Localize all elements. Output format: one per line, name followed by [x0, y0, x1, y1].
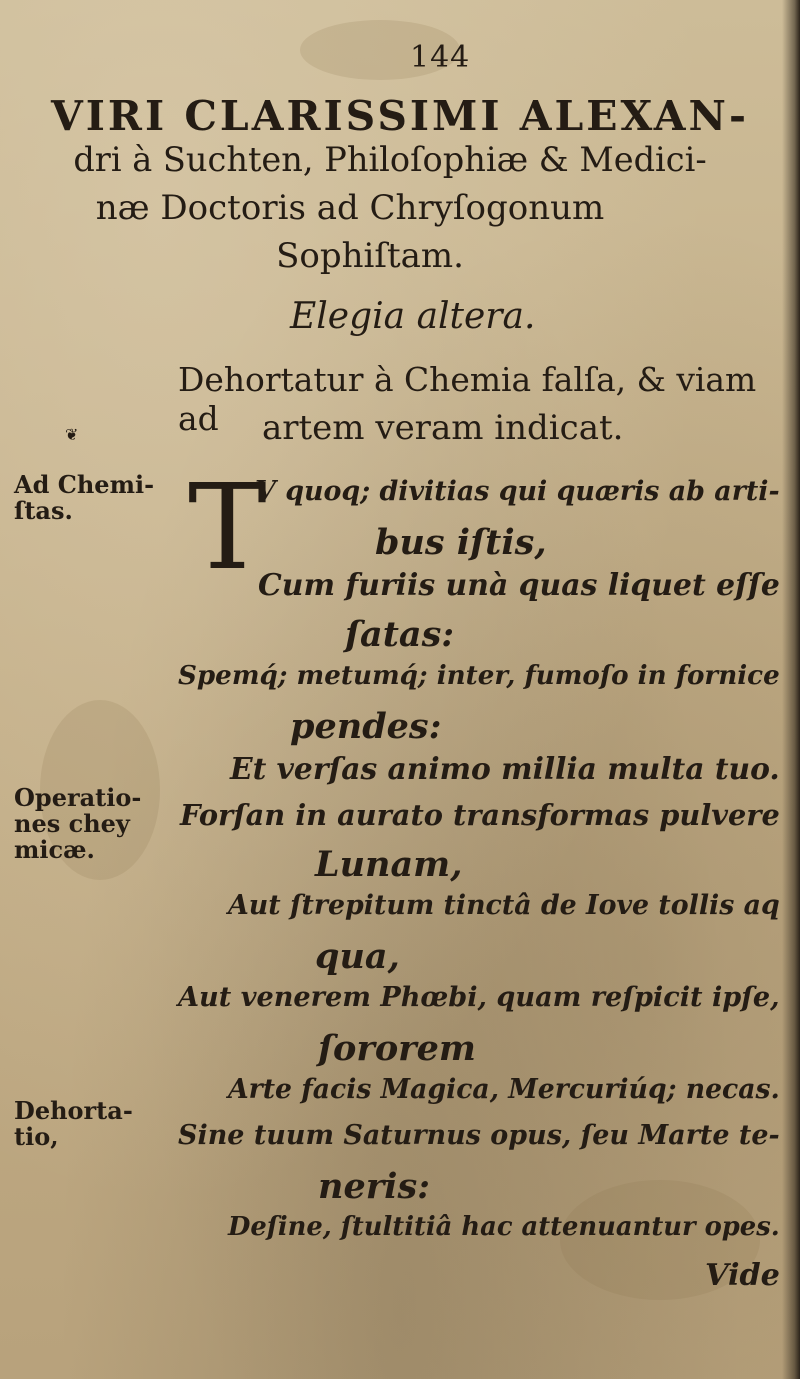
catchword: Vide: [705, 1258, 780, 1293]
verse-line-3: Cum furiis unà quas liquet eſſe: [258, 568, 780, 603]
margin-note-line: micæ.: [14, 835, 95, 864]
margin-note-line: nes chey: [14, 809, 130, 838]
ornament-icon: ❦: [65, 425, 79, 444]
verse-line-13: ſororem: [318, 1028, 476, 1069]
margin-note-line: ſtas.: [14, 496, 73, 525]
verse-line-14: Arte facis Magica, Mercuriúq; necas.: [228, 1074, 780, 1105]
title-line-4: Sophiſtam.: [276, 236, 464, 276]
verse-line-7: Et verſas animo millia multa tuo.: [230, 752, 780, 787]
summary-line-2: artem veram indicat.: [262, 408, 624, 448]
verse-line-2: bus iſtis,: [375, 522, 547, 563]
title-line-3: næ Doctoris ad Chryſogonum: [95, 188, 605, 228]
page-edge-shadow: [782, 0, 800, 1379]
verse-line-10: Aut ſtrepitum tinctâ de Iove tollis aq: [228, 890, 780, 921]
summary-line-1: Dehortatur à Chemia falſa, & viam ad: [178, 360, 757, 438]
margin-note-line: Operatio-: [14, 783, 142, 812]
page-number: 144: [410, 40, 471, 75]
verse-line-1: V quoq; divitias qui quæris ab arti-: [255, 476, 780, 507]
title-line-2: dri à Suchten, Philoſophiæ & Medici-: [73, 140, 707, 179]
drop-cap: T: [188, 458, 267, 596]
verse-line-8: Forſan in aurato transformas pulvere: [180, 798, 780, 832]
title-line-1: VIRI CLARISSIMI ALEXAN-: [51, 92, 749, 140]
verse-line-15: Sine tuum Saturnus opus, ſeu Marte te-: [178, 1120, 780, 1151]
margin-note-line: tio,: [14, 1122, 59, 1151]
margin-note-1: [14, 472, 154, 524]
margin-note-3: [14, 1098, 133, 1150]
margin-note-2: [14, 785, 141, 863]
verse-line-6: pendes:: [290, 706, 442, 747]
verse-line-9: Lunam,: [315, 844, 463, 885]
verse-line-17: Deſine, ſtultitiâ hac attenuantur opes.: [228, 1212, 780, 1242]
margin-note-line: Ad Chemi-: [14, 470, 155, 499]
verse-line-4: ſatas:: [345, 614, 455, 655]
margin-note-line: Dehorta-: [14, 1096, 133, 1125]
verse-line-16: neris:: [318, 1166, 431, 1207]
verse-line-5: Spemq́; metumq́; inter, fumoſo in fornice: [178, 660, 780, 691]
verse-line-12: Aut venerem Phœbi, quam reſpicit ipſe,: [178, 982, 780, 1013]
verse-line-11: qua,: [315, 936, 400, 977]
subtitle: Elegia altera.: [290, 296, 536, 337]
